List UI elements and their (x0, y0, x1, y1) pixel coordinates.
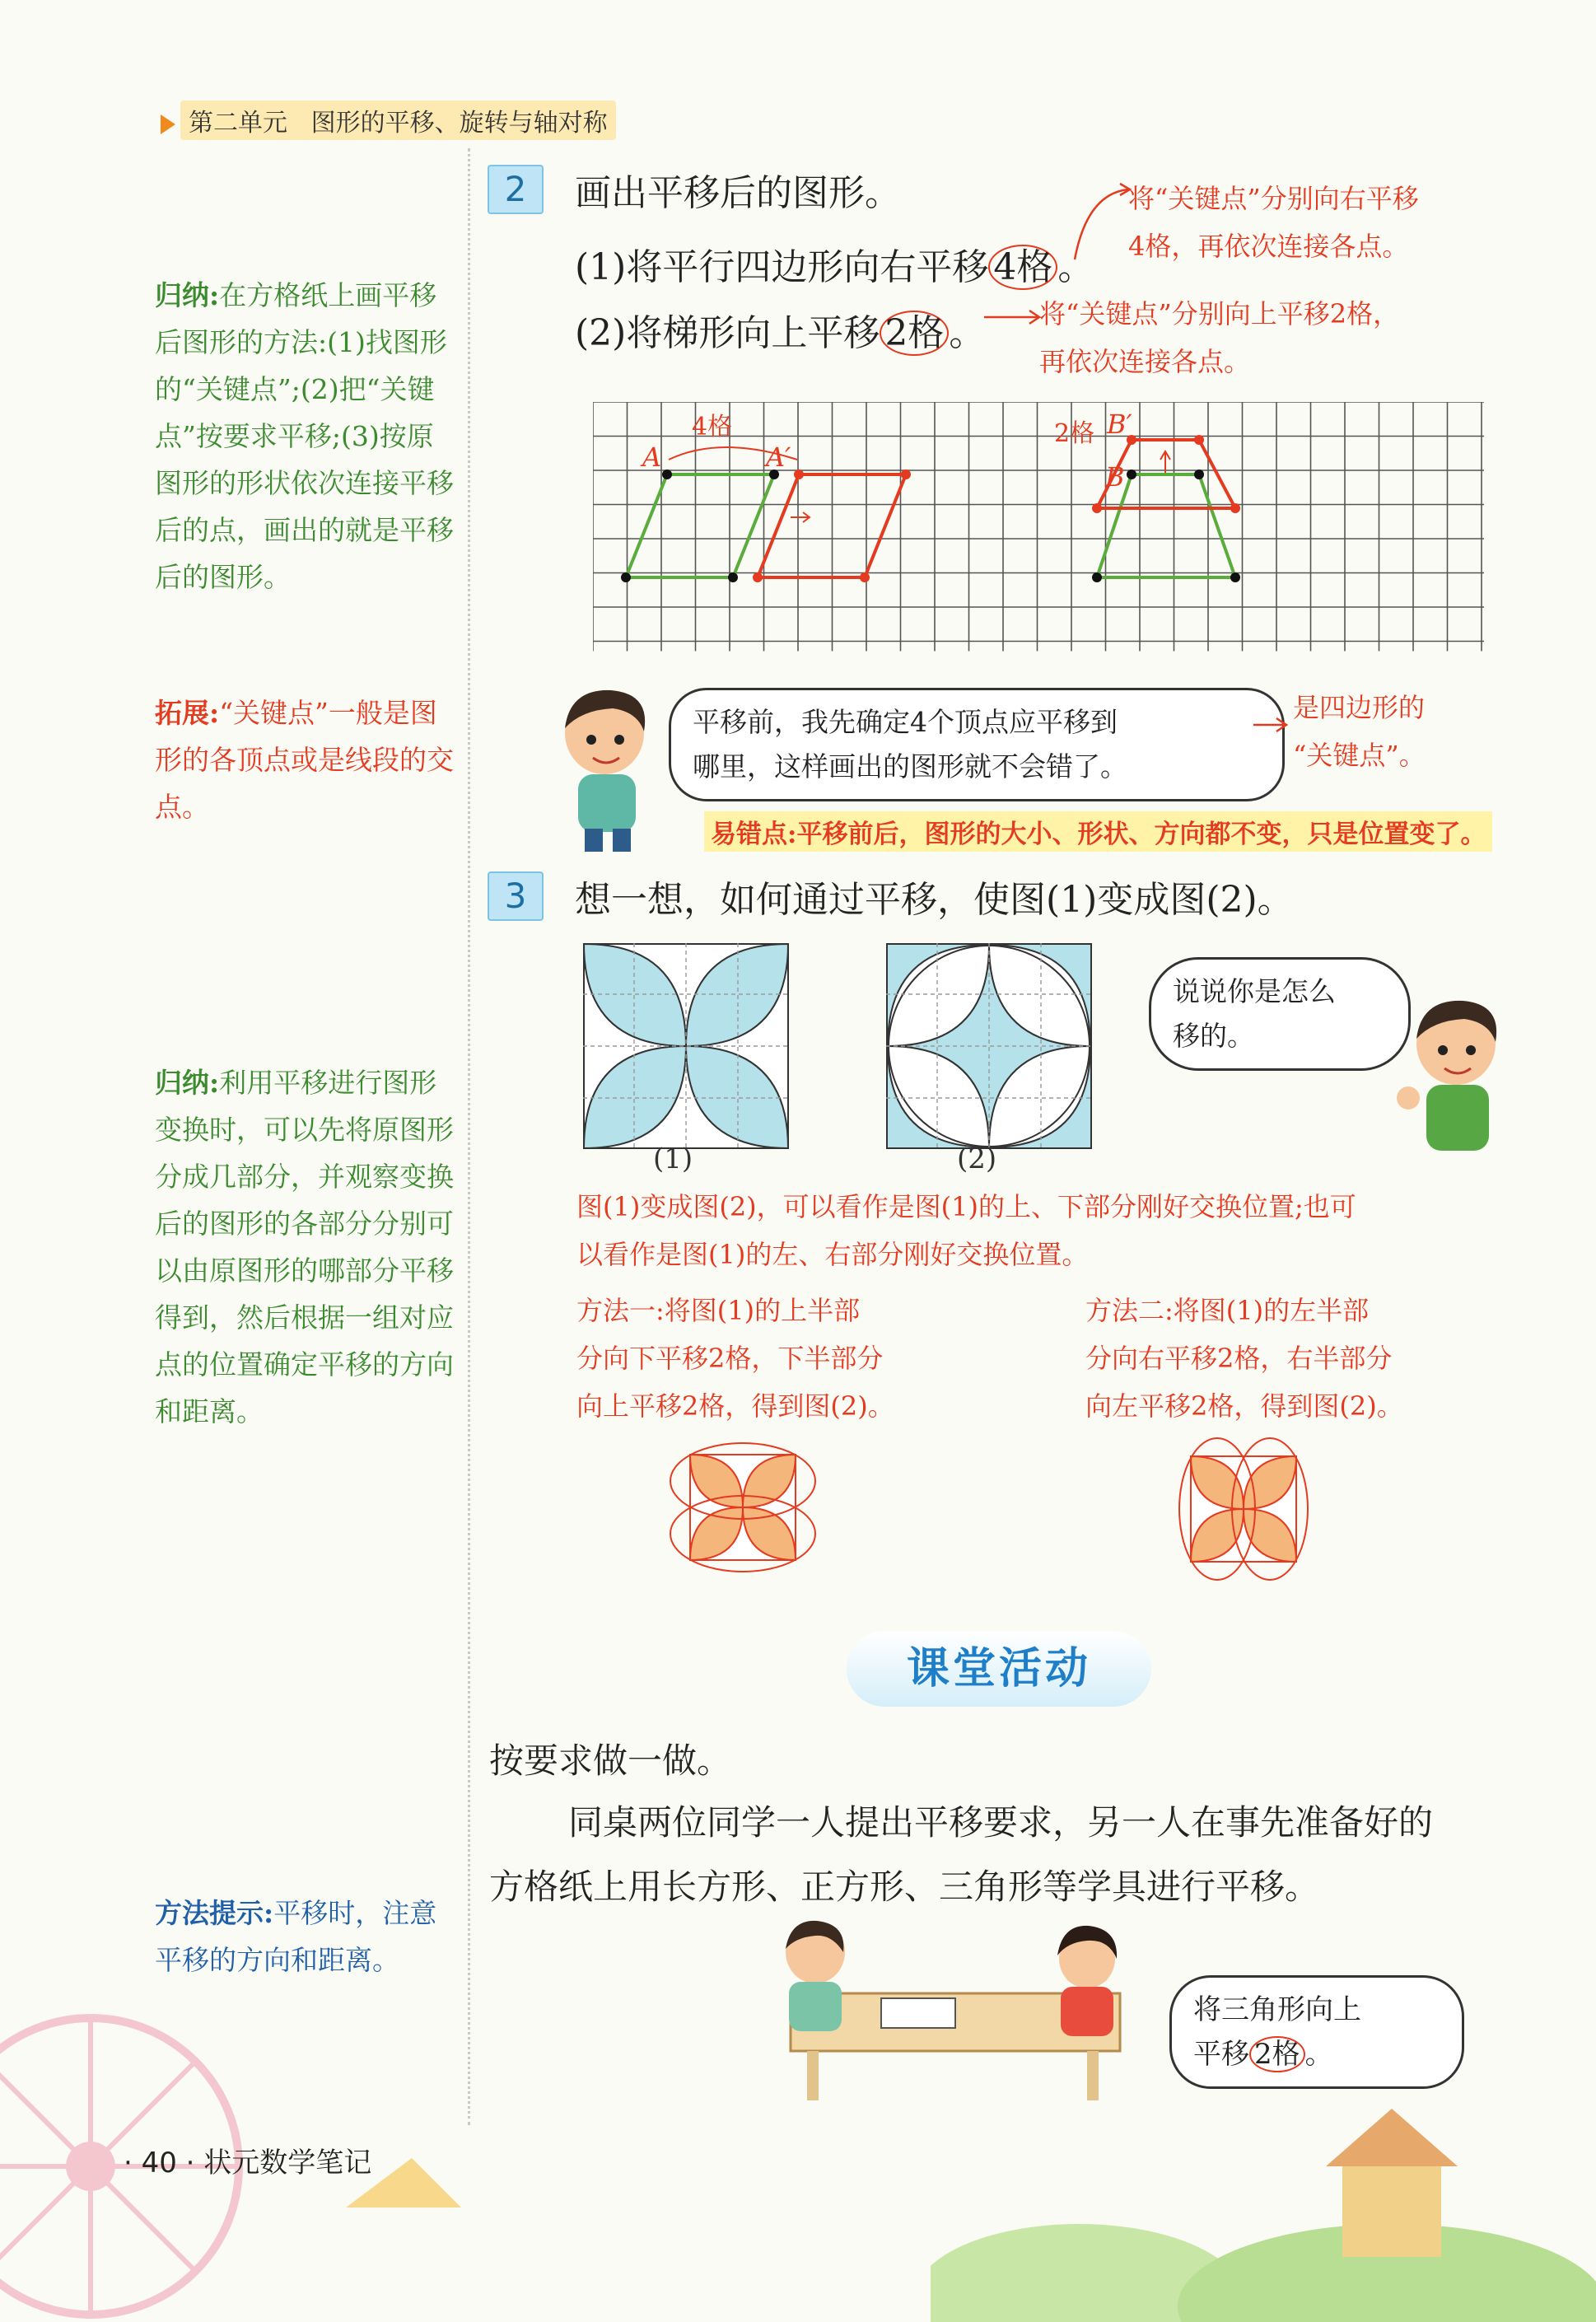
landscape-decoration (931, 2092, 1596, 2322)
bubble-note: 是四边形的 “关键点”。 (1293, 692, 1426, 771)
speech-bubble-1: 平移前，我先确定4个顶点应平移到 哪里，这样画出的图形就不会错了。 (669, 688, 1285, 801)
unit-header (161, 100, 616, 140)
item2-value: 2格 (880, 311, 949, 356)
method-2-diagram (1176, 1435, 1313, 1585)
question-2-item-2: (2)将梯形向上平移 2格 。 (575, 312, 986, 354)
bubble-note-arrow (1252, 708, 1293, 741)
page-footer: · 40 · 状元数学笔记 (124, 2147, 372, 2180)
extend-note (155, 689, 460, 830)
figure-2 (886, 943, 1092, 1149)
figure-1-label: (1) (653, 1142, 693, 1175)
method-2: 方法二:将图(1)的左半部 分向右平移2格，右半部分 向左平移2格，得到图(2)。 (1085, 1295, 1403, 1422)
translate-note-2: 将“关键点”分别向上平移2格， 再依次连接各点。 (1039, 298, 1400, 377)
error-point-note: 易错点:平移前后，图形的大小、形状、方向都不变，只是位置变了。 (704, 811, 1492, 852)
tip-title: 方法提示: (155, 1897, 274, 1929)
extend-title: 拓展: (155, 697, 220, 729)
question-2-prompt: 画出平移后的图形。 (575, 172, 901, 214)
activity-line-2: 同桌两位同学一人提出平移要求，另一人在事先准备好的 (568, 1802, 1434, 1843)
method-1-diagram (665, 1440, 819, 1577)
summary2-text: 利用平移进行图形变换时，可以先将原图形分成几部分，并观察变换后的图形的各部分分别可以由原图形的哪部分平移得到，然后根据一组对应点的位置确定平移的方向和距离。 (155, 1067, 454, 1427)
classroom-illustration (741, 1919, 1153, 2100)
summary-note-2 (155, 1059, 460, 1435)
question-2-number: 2 (488, 165, 544, 214)
summary1-title: 归纳: (155, 279, 220, 311)
label-shift-4: 4格 (692, 413, 733, 442)
label-a: A (642, 442, 662, 473)
item1-value: 4格 (988, 245, 1057, 290)
label-b-prime: B′ (1107, 409, 1132, 440)
q3-answer: 图(1)变成图(2)，可以看作是图(1)的上、下部分刚好交换位置;也可 以看作是图(1)的左、右部分刚好交换位置。 (576, 1191, 1356, 1270)
unit-label: 第二单元 (189, 109, 287, 138)
extend-text: “关键点”一般是图形的各顶点或是线段的交点。 (155, 697, 454, 823)
tip-text: 平移时，注意平移的方向和距离。 (155, 1897, 437, 1976)
triangle-marker-icon (161, 114, 175, 134)
figure-2-label: (2) (957, 1142, 997, 1175)
translation-grid (593, 402, 1509, 654)
activity-line-1: 按要求做一做。 (489, 1740, 732, 1781)
method-1: 方法一:将图(1)的上半部 分向下平移2格，下半部分 向上平移2格，得到图(2)。 (576, 1295, 894, 1422)
speech-bubble-3: 将三角形向上 平移 2格 。 (1169, 1975, 1464, 2089)
translate-note-1: 将“关键点”分别向右平移 4格，再依次连接各点。 (1128, 183, 1419, 262)
label-b: B (1105, 461, 1125, 493)
unit-title: 图形的平移、旋转与轴对称 (310, 109, 608, 138)
note-arrow-2 (980, 301, 1046, 334)
summary1-text: 在方格纸上画平移后图形的方法:(1)找图形的“关键点”;(2)把“关键点”按要求平移;(3)按原图形的形状依次连接平移后的点，画出的就是平移后的图形。 (155, 279, 454, 593)
boy-illustration (545, 682, 677, 855)
column-divider (468, 148, 470, 2125)
question-3-number: 3 (488, 871, 544, 921)
parallelogram-original (626, 474, 774, 577)
question-2-item-1: (1)将平行四边形向右平移 4格 。 (575, 246, 1094, 288)
note-arrow-1 (1071, 177, 1136, 268)
question-3-prompt: 想一想，如何通过平移，使图(1)变成图(2)。 (575, 879, 1294, 921)
summary2-title: 归纳: (155, 1067, 220, 1099)
activity-line-3: 方格纸上用长方形、正方形、三角形等学具进行平移。 (489, 1866, 1320, 1907)
label-shift-2: 2格 (1054, 419, 1095, 448)
boy-waving-illustration (1392, 993, 1515, 1157)
speech-bubble-2: 说说你是怎么 移的。 (1149, 957, 1411, 1071)
summary-note-1 (155, 272, 460, 600)
activity-title: 课堂活动 (847, 1631, 1151, 1707)
figure-1 (583, 943, 789, 1149)
label-a-prime: A′ (766, 442, 791, 473)
